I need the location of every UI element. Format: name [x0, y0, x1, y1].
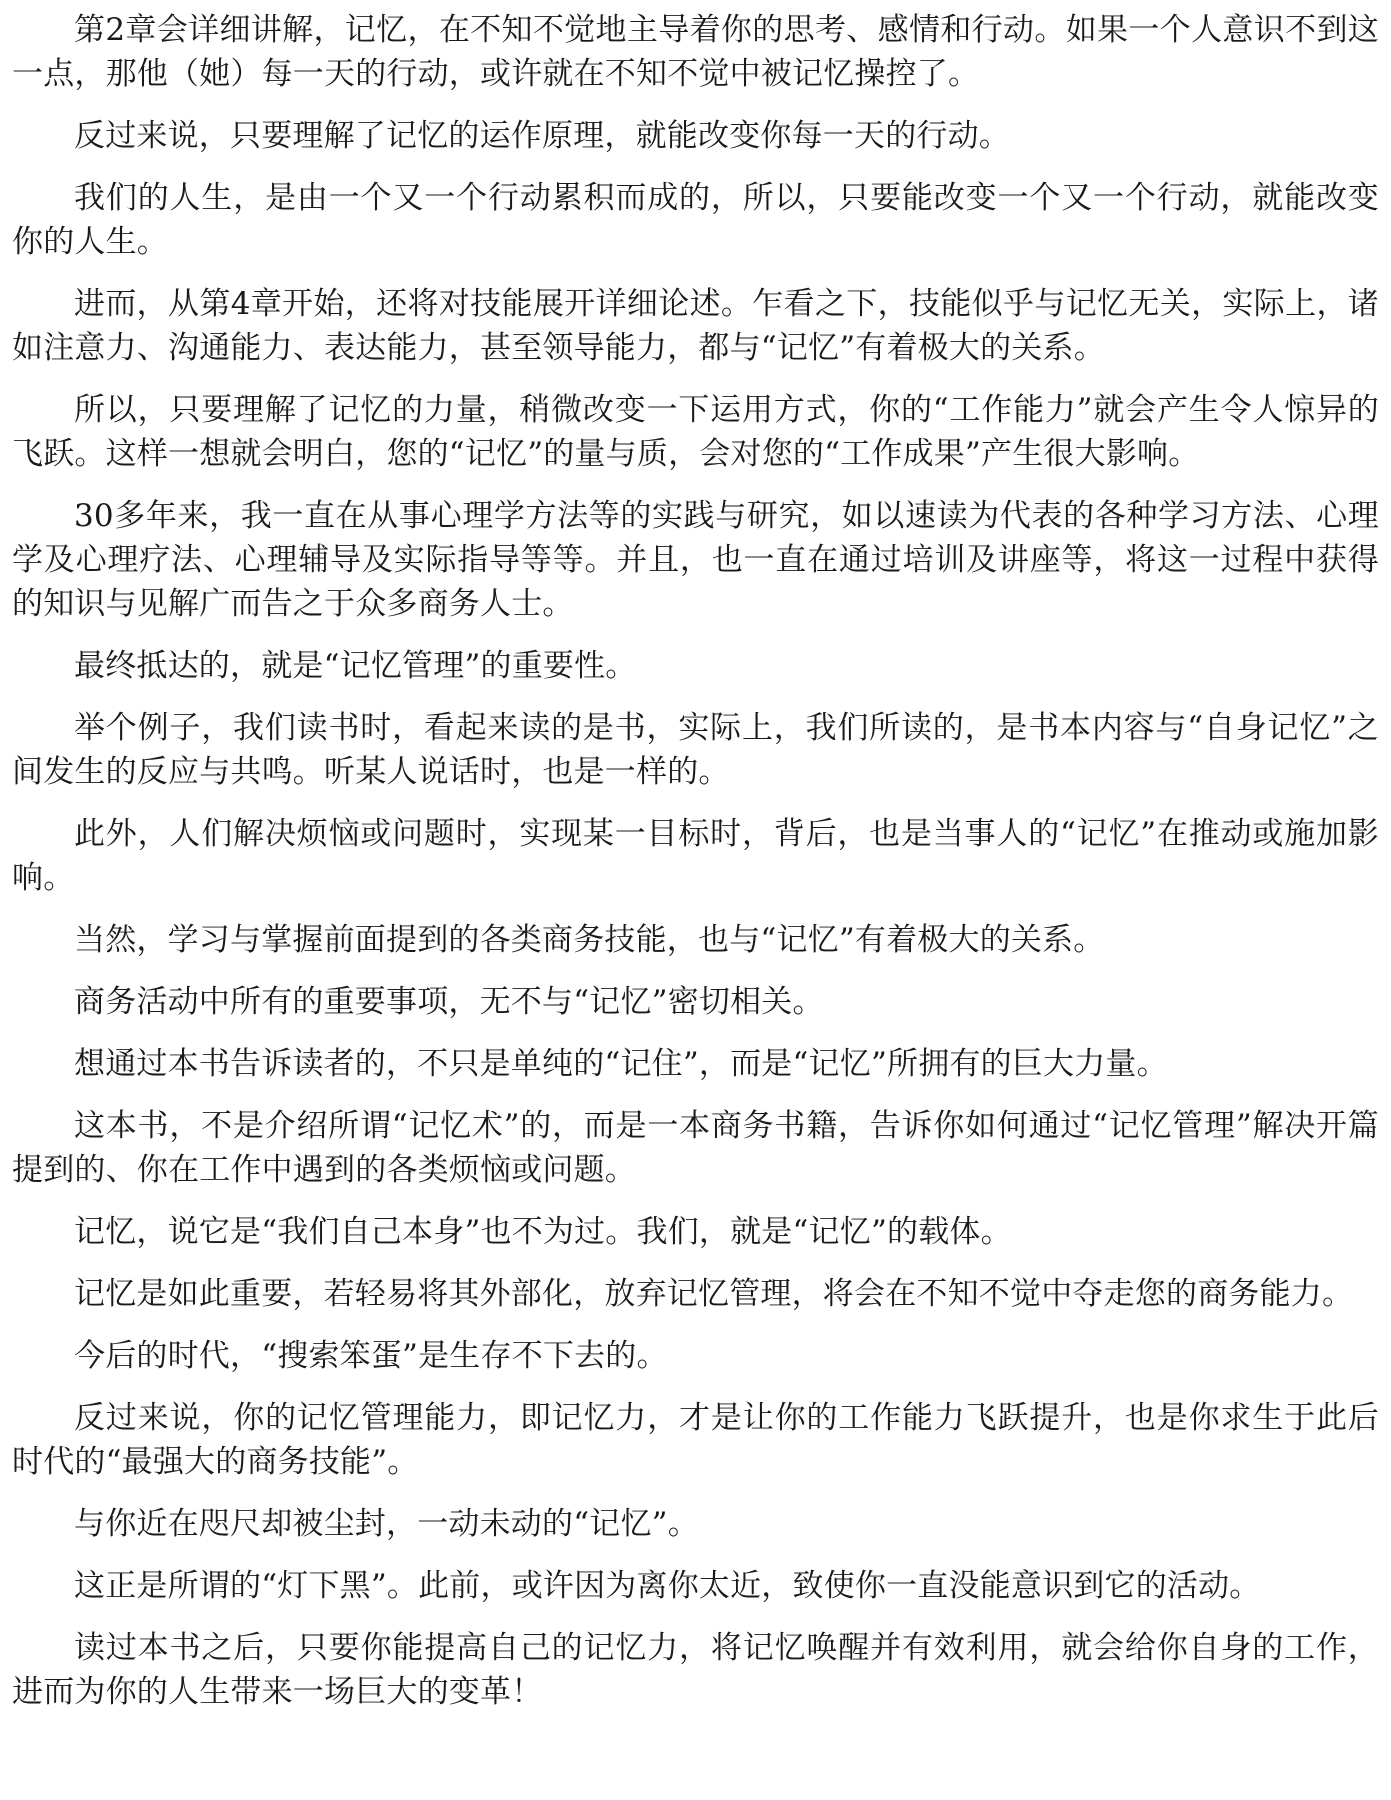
paragraph-11: 商务活动中所有的重要事项，无不与“记忆”密切相关。 — [74, 984, 824, 1020]
paragraph-4: 进而，从第4章开始，还将对技能展开详细论述。乍看之下，技能似乎与记忆无关，实际上，诸如注意力、沟通能力、表达能力，甚至领导能力，都与“记忆”有着极大的关系。 — [12, 286, 1379, 366]
paragraph-12: 想通过本书告诉读者的，不只是单纯的“记住”，而是“记忆”所拥有的巨大力量。 — [74, 1046, 1168, 1082]
paragraph-14: 记忆，说它是“我们自己本身”也不为过。我们，就是“记忆”的载体。 — [74, 1214, 1012, 1250]
paragraph-7: 最终抵达的，就是“记忆管理”的重要性。 — [74, 648, 637, 684]
paragraph-15: 记忆是如此重要，若轻易将其外部化，放弃记忆管理，将会在不知不觉中夺走您的商务能力。 — [74, 1276, 1354, 1312]
paragraph-5: 所以，只要理解了记忆的力量，稍微改变一下运用方式，你的“工作能力”就会产生令人惊异的飞跃。这样一想就会明白，您的“记忆”的量与质，会对您的“工作成果”产生很大影响。 — [12, 392, 1379, 472]
paragraph-17: 反过来说，你的记忆管理能力，即记忆力，才是让你的工作能力飞跃提升，也是你求生于此后时代的“最强大的商务技能”。 — [12, 1400, 1379, 1480]
paragraph-20: 读过本书之后，只要你能提高自己的记忆力，将记忆唤醒并有效利用，就会给你自身的工作，进而为你的人生带来一场巨大的变革！ — [12, 1630, 1379, 1710]
paragraph-2: 反过来说，只要理解了记忆的运作原理，就能改变你每一天的行动。 — [74, 118, 1010, 154]
paragraph-9: 此外，人们解决烦恼或问题时，实现某一目标时，背后，也是当事人的“记忆”在推动或施加影响。 — [12, 816, 1379, 896]
paragraph-1: 第2章会详细讲解，记忆，在不知不觉地主导着你的思考、感情和行动。如果一个人意识不到这一点，那他（她）每一天的行动，或许就在不知不觉中被记忆操控了。 — [12, 12, 1379, 92]
paragraph-16: 今后的时代，“搜索笨蛋”是生存不下去的。 — [74, 1338, 668, 1374]
paragraph-19: 这正是所谓的“灯下黑”。此前，或许因为离你太近，致使你一直没能意识到它的活动。 — [74, 1568, 1261, 1604]
paragraph-3: 我们的人生，是由一个又一个行动累积而成的，所以，只要能改变一个又一个行动，就能改变你的人生。 — [12, 180, 1379, 260]
paragraph-6: 30多年来，我一直在从事心理学方法等的实践与研究，如以速读为代表的各种学习方法、心理学及心理疗法、心理辅导及实际指导等等。并且，也一直在通过培训及讲座等，将这一过程中获得的知识与见解广而告之于众多商务人士。 — [12, 498, 1379, 622]
paragraph-18: 与你近在咫尺却被尘封，一动未动的“记忆”。 — [74, 1506, 699, 1542]
paragraph-10: 当然，学习与掌握前面提到的各类商务技能，也与“记忆”有着极大的关系。 — [74, 922, 1105, 958]
paragraph-8: 举个例子，我们读书时，看起来读的是书，实际上，我们所读的，是书本内容与“自身记忆”之间发生的反应与共鸣。听某人说话时，也是一样的。 — [12, 710, 1379, 790]
paragraph-13: 这本书，不是介绍所谓“记忆术”的，而是一本商务书籍，告诉你如何通过“记忆管理”解决开篇提到的、你在工作中遇到的各类烦恼或问题。 — [12, 1108, 1379, 1188]
